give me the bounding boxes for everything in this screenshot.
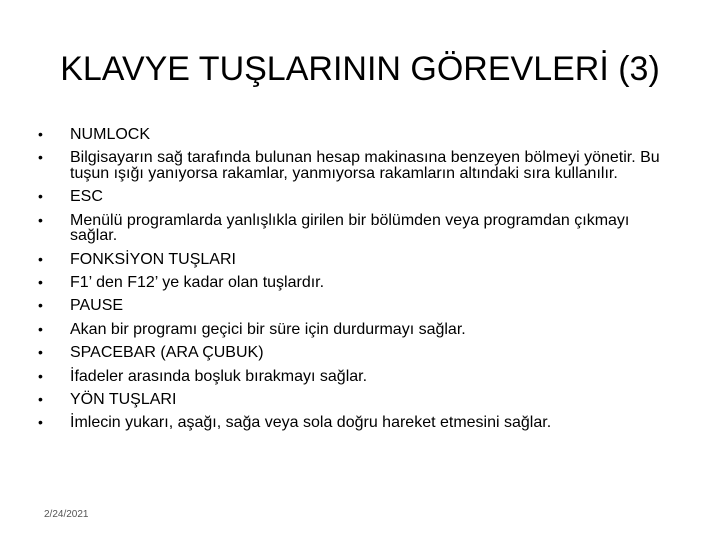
bullet-text: FONKSİYON TUŞLARI — [70, 250, 236, 268]
bullet-dot: • — [38, 367, 43, 384]
bullet-item-numlock — [38, 127, 668, 143]
bullet-dot: • — [38, 320, 43, 337]
bullet-item-spacebar — [38, 345, 668, 361]
footer-date: 2/24/2021 — [44, 509, 89, 520]
bullet-dot: • — [38, 188, 43, 205]
bullet-dot: • — [38, 126, 43, 142]
bullet-text: ESC — [70, 188, 103, 206]
bullet-dot: • — [38, 414, 43, 431]
bullet-item-arrow-keys-desc — [38, 415, 668, 431]
slide-title: KLAVYE TUŞLARININ GÖREVLERİ (3) — [60, 50, 660, 88]
bullet-dot: • — [38, 250, 43, 267]
bullet-item-esc — [38, 189, 668, 205]
bullet-dot: • — [38, 273, 43, 290]
bullet-text: Bilgisayarın sağ tarafında bulunan hesap makinasına benzeyen bölmeyi yönetir. Bu tuşun ışığı yanıyorsa rakamlar, yanmıyorsa rakamların altındaki sıra kullanılır. — [70, 149, 660, 182]
bullet-dot: • — [38, 211, 43, 228]
bullet-text: İfadeler arasında boşluk bırakmayı sağlar. — [70, 367, 368, 385]
bullet-text: F1’ den F12’ ye kadar olan tuşlardır. — [70, 273, 325, 291]
bullet-list — [38, 127, 668, 431]
bullet-dot: • — [38, 344, 43, 361]
bullet-item-numlock-desc — [38, 150, 668, 181]
bullet-text: Menülü programlarda yanlışlıkla girilen bir bölümden veya programdan çıkmayı sağlar. — [70, 211, 630, 245]
bullet-item-function-keys — [38, 252, 668, 268]
bullet-text: İmlecin yukarı, aşağı, sağa veya sola doğru hareket etmesini sağlar. — [70, 414, 552, 432]
bullet-item-pause-desc — [38, 322, 668, 338]
bullet-dot: • — [38, 297, 43, 314]
bullet-item-spacebar-desc — [38, 369, 668, 385]
bullet-item-esc-desc — [38, 213, 668, 244]
bullet-text: YÖN TUŞLARI — [70, 390, 177, 408]
bullet-dot: • — [38, 390, 43, 407]
bullet-item-function-keys-desc — [38, 275, 668, 291]
bullet-item-pause — [38, 298, 668, 314]
bullet-dot: • — [38, 149, 43, 166]
bullet-item-arrow-keys — [38, 392, 668, 408]
bullet-text: PAUSE — [70, 297, 124, 315]
bullet-text: NUMLOCK — [70, 126, 151, 143]
bullet-text: SPACEBAR (ARA ÇUBUK) — [70, 344, 264, 362]
bullet-text: Akan bir programı geçici bir süre için durdurmayı sağlar. — [70, 320, 466, 338]
